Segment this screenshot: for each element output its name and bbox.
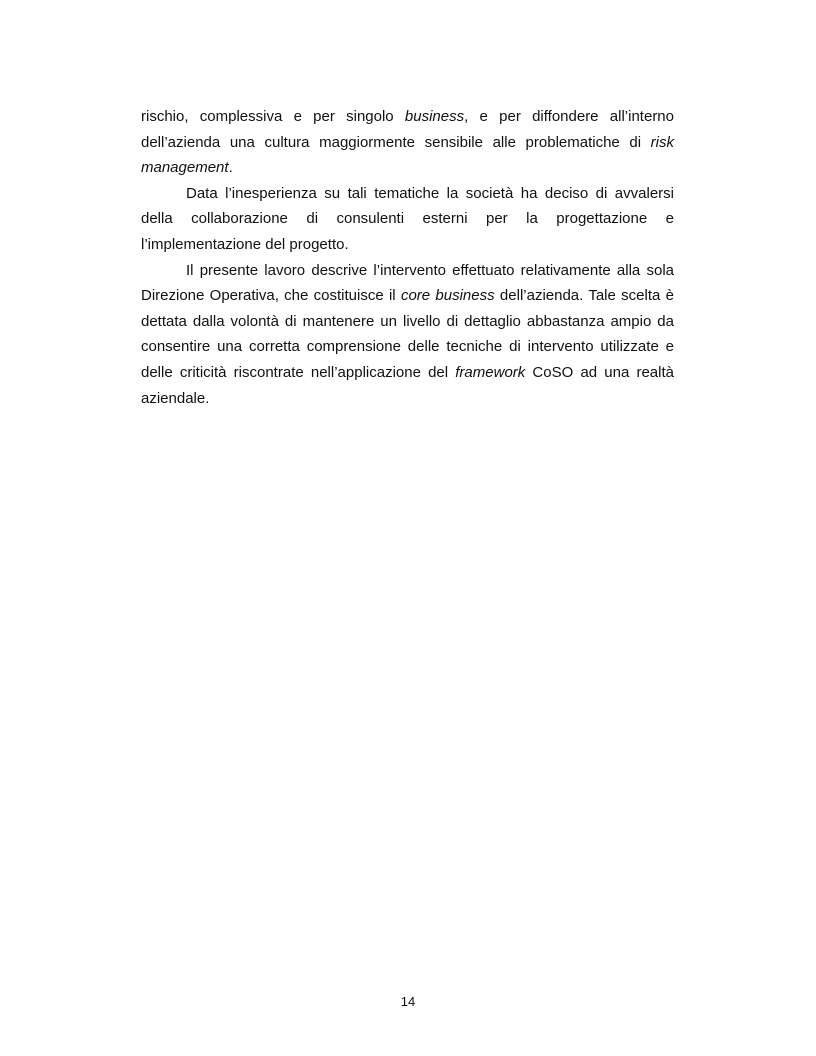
- term-framework: framework: [455, 363, 526, 381]
- page-number: 14: [400, 994, 416, 1009]
- paragraph-1-text: , e per diffondere all’interno dell’azienda una cultura maggiormente sensibile alle problematiche di: [141, 108, 674, 151]
- paragraph-1-text: .: [228, 159, 233, 177]
- term-risk-management: risk management: [141, 133, 674, 177]
- paragraph-3-text: Il presente lavoro descrive l’intervento effettuato relativamente alla sola Direzione Operativa, che costituisce il: [141, 261, 674, 305]
- paragraph-2: [141, 181, 674, 258]
- term-business: business: [404, 108, 465, 125]
- paragraph-1-text: rischio, complessiva e per singolo: [141, 108, 405, 125]
- paragraph-3-text: dell’azienda. Tale scelta è dettata dalla volontà di mantenere un livello di dettaglio abbastanza ampio da consentire una corretta comprensione delle tecniche di intervento utilizzate e delle criticità riscontrate nell’applicazione del: [141, 287, 674, 381]
- term-core-business: core business: [400, 287, 495, 305]
- paragraph-2-text: Data l’inesperienza su tali tematiche la società ha deciso di avvalersi della collaborazione di consulenti esterni per la progettazione e l’implementazione del progetto.: [141, 184, 674, 253]
- paragraph-3-text: CoSO ad una realtà aziendale.: [141, 363, 674, 407]
- paragraph-1: [141, 104, 674, 181]
- body-text: [141, 104, 674, 411]
- paragraph-3: [141, 258, 674, 412]
